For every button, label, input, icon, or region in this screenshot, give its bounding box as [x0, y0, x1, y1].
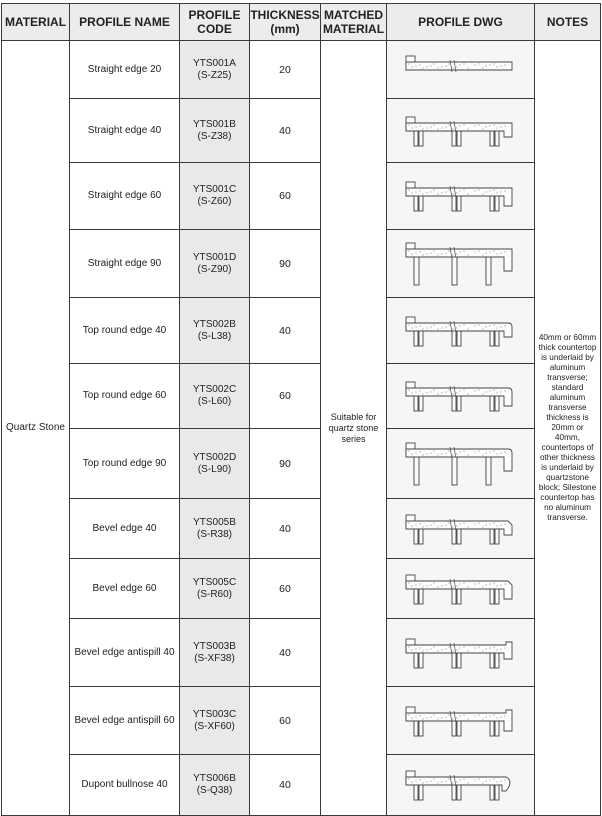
table-row — [2, 41, 601, 99]
thickness-cell: 60 — [250, 163, 321, 230]
straight-edge-20-drawing — [387, 52, 534, 88]
profile-code-sub: (S-Z38) — [197, 130, 232, 142]
dupont-bullnose-40-drawing — [387, 767, 534, 803]
bevel-edge-40-drawing — [387, 511, 534, 547]
profile-code-cell — [180, 99, 250, 163]
header-row — [2, 4, 601, 41]
thickness-cell: 60 — [250, 559, 321, 619]
profile-code: YTS003B — [193, 640, 236, 652]
thickness-cell: 40 — [250, 499, 321, 559]
profile-name-cell: Bevel edge antispill 40 — [70, 619, 180, 687]
straight-edge-90-drawing — [387, 241, 534, 287]
profile-code-cell — [180, 298, 250, 364]
profile-code: YTS005C — [192, 576, 237, 588]
thickness-cell: 60 — [250, 364, 321, 429]
profile-code-sub: (S-L90) — [197, 463, 232, 475]
table-row — [2, 499, 601, 559]
profile-drawing-cell — [387, 429, 535, 499]
profile-name-cell: Bevel edge 60 — [70, 559, 180, 619]
profile-code-cell — [180, 364, 250, 429]
profile-table — [1, 3, 601, 816]
header-material: MATERIAL — [2, 4, 70, 41]
profile-drawing-cell — [387, 499, 535, 559]
header-matched-material: MATCHED MATERIAL — [321, 4, 387, 41]
profile-drawing-cell — [387, 687, 535, 755]
profile-code-cell — [180, 429, 250, 499]
profile-drawing-cell — [387, 298, 535, 364]
profile-code: YTS006B — [193, 773, 236, 784]
thickness-cell: 90 — [250, 429, 321, 499]
profile-code-sub: (S-L38) — [197, 330, 232, 342]
profile-code: YTS002D — [192, 451, 237, 463]
profile-drawing-cell — [387, 41, 535, 99]
header-profile-name: PROFILE NAME — [70, 4, 180, 41]
table-row — [2, 163, 601, 230]
profile-code-cell — [180, 499, 250, 559]
header-thickness: THICKNESS (mm) — [250, 4, 321, 41]
table-row — [2, 687, 601, 755]
profile-name-cell: Top round edge 90 — [70, 429, 180, 499]
profile-code-cell — [180, 230, 250, 298]
table-row — [2, 559, 601, 619]
profile-code-cell — [180, 559, 250, 619]
thickness-cell: 40 — [250, 99, 321, 163]
table-row — [2, 230, 601, 298]
profile-drawing-cell — [387, 163, 535, 230]
profile-name-cell: Straight edge 40 — [70, 99, 180, 163]
thickness-cell: 40 — [250, 755, 321, 816]
profile-code: YTS001A — [193, 57, 236, 69]
bevel-antispill-40-drawing — [387, 635, 534, 671]
bevel-antispill-60-drawing — [387, 703, 534, 739]
profile-name-cell: Straight edge 20 — [70, 41, 180, 99]
profile-name-cell: Straight edge 60 — [70, 163, 180, 230]
profile-code: YTS002C — [192, 384, 237, 395]
table-row — [2, 99, 601, 163]
profile-drawing-cell — [387, 230, 535, 298]
profile-name-cell: Dupont bullnose 40 — [70, 755, 180, 816]
top-round-edge-90-drawing — [387, 441, 534, 487]
bevel-edge-60-drawing — [387, 571, 534, 607]
table-row — [2, 364, 601, 429]
thickness-cell: 40 — [250, 619, 321, 687]
profile-code-cell — [180, 755, 250, 816]
thickness-cell: 40 — [250, 298, 321, 364]
matched-material-cell: Suitable for quartz stone series — [321, 41, 387, 816]
profile-name-cell: Straight edge 90 — [70, 230, 180, 298]
profile-code-sub: (S-Z25) — [197, 69, 232, 81]
profile-code-cell — [180, 687, 250, 755]
notes-cell: 40mm or 60mm thick countertop is underlaid by aluminum transverse; standard aluminum transverse thickness is 20mm or 40mm, countertops of other thickness is underlaid by quartzstone block; Silestone countertop has no aluminum transverse. — [535, 41, 601, 816]
profile-code: YTS001D — [192, 251, 237, 263]
top-round-edge-40-drawing — [387, 313, 534, 349]
profile-code: YTS001B — [193, 118, 236, 130]
profile-code-sub: (S-R38) — [196, 528, 232, 540]
profile-code: YTS002B — [193, 318, 236, 330]
profile-code-sub: (S-R60) — [196, 588, 232, 600]
profile-code: YTS005B — [193, 516, 236, 528]
profile-code-sub: (S-XF38) — [194, 652, 235, 664]
profile-code: YTS003C — [192, 708, 237, 720]
table-row — [2, 755, 601, 816]
table-row — [2, 298, 601, 364]
profile-code: YTS001C — [192, 184, 237, 195]
header-profile-code: PROFILE CODE — [180, 4, 250, 41]
profile-code-sub: (S-L60) — [197, 396, 232, 407]
table-row — [2, 429, 601, 499]
profile-code-sub: (S-Z90) — [197, 263, 232, 275]
header-profile-dwg: PROFILE DWG — [387, 4, 535, 41]
profile-name-cell: Top round edge 60 — [70, 364, 180, 429]
profile-code-cell — [180, 163, 250, 230]
straight-edge-40-drawing — [387, 113, 534, 149]
profile-code-cell — [180, 41, 250, 99]
top-round-edge-60-drawing — [387, 378, 534, 414]
material-cell: Quartz Stone — [2, 41, 70, 816]
straight-edge-60-drawing — [387, 178, 534, 214]
profile-name-cell: Top round edge 40 — [70, 298, 180, 364]
thickness-cell: 90 — [250, 230, 321, 298]
profile-code-sub: (S-Q38) — [196, 785, 233, 796]
profile-drawing-cell — [387, 364, 535, 429]
header-notes: NOTES — [535, 4, 601, 41]
thickness-cell: 20 — [250, 41, 321, 99]
profile-drawing-cell — [387, 755, 535, 816]
profile-code-sub: (S-XF60) — [194, 720, 235, 732]
profile-drawing-cell — [387, 619, 535, 687]
profile-code-sub: (S-Z60) — [197, 196, 232, 207]
profile-name-cell: Bevel edge 40 — [70, 499, 180, 559]
profile-name-cell: Bevel edge antispill 60 — [70, 687, 180, 755]
thickness-cell: 60 — [250, 687, 321, 755]
profile-code-cell — [180, 619, 250, 687]
profile-drawing-cell — [387, 99, 535, 163]
profile-drawing-cell — [387, 559, 535, 619]
table-row — [2, 619, 601, 687]
